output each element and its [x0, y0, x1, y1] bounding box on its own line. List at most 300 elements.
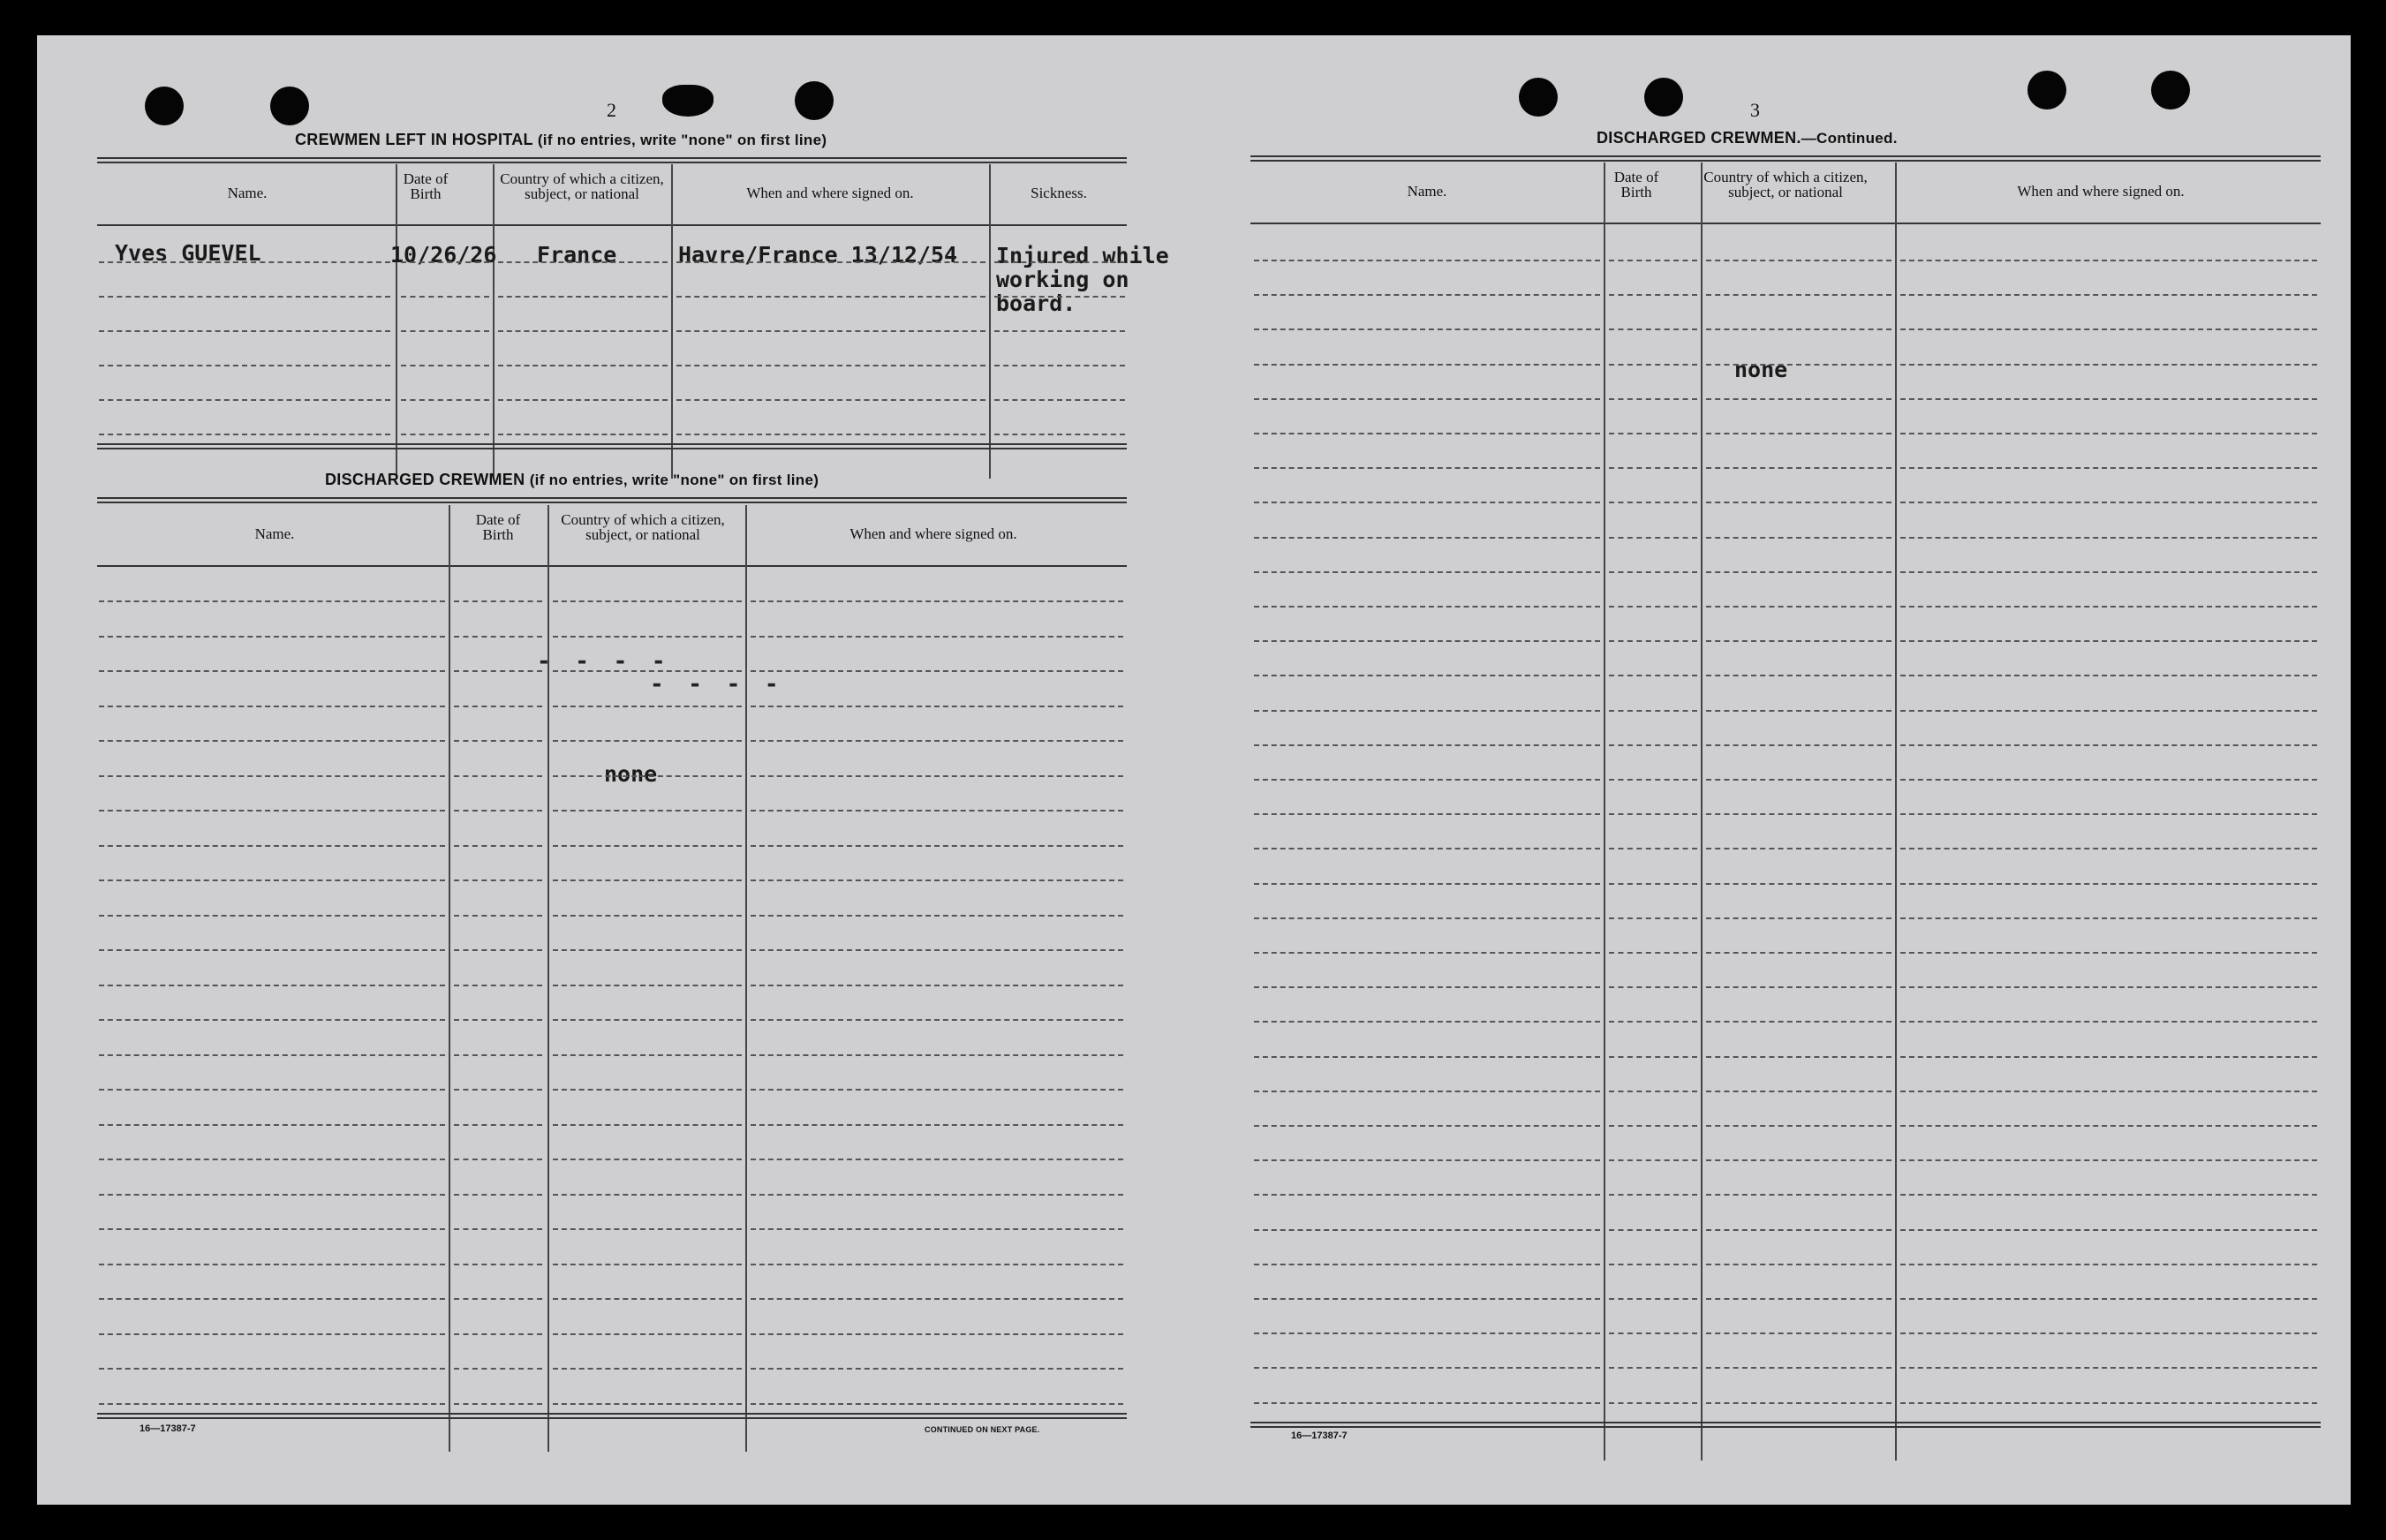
ruling-line: [751, 670, 1123, 672]
ruling-line: [1900, 1264, 2317, 1265]
ruling-line: [1706, 1091, 1891, 1092]
hospital-entry-signed: Havre/France 13/12/54: [678, 242, 958, 268]
ruling-line: [553, 949, 742, 951]
punch-hole: [662, 85, 714, 117]
ruling-line: [498, 434, 668, 435]
ruling-line: [1706, 640, 1891, 642]
ruling-line: [1706, 1367, 1891, 1369]
hospital-header-rule: [97, 224, 1127, 226]
ruling-line: [99, 261, 390, 263]
ruling-line: [401, 365, 489, 366]
ruling-line: [1254, 952, 1600, 954]
ruling-line: [498, 330, 668, 332]
ruling-line: [1609, 1402, 1697, 1404]
ruling-line: [454, 1368, 542, 1370]
ruling-line: [1254, 848, 1600, 849]
ruling-line: [1900, 1367, 2317, 1369]
hospital-divider: [396, 164, 397, 479]
ruling-line: [454, 1264, 542, 1265]
ruling-line: [553, 845, 742, 847]
ruling-line: [99, 1403, 445, 1405]
ruling-line: [751, 740, 1123, 742]
ruling-line: [1706, 883, 1891, 885]
ruling-line: [553, 600, 742, 602]
ruling-line: [1609, 260, 1697, 261]
ruling-line: [751, 949, 1123, 951]
ruling-line: [751, 1228, 1123, 1230]
ruling-line: [99, 296, 390, 298]
ruling-line: [1254, 1159, 1600, 1161]
ruling-line: [99, 636, 445, 638]
page-number-right: 3: [1750, 99, 1760, 121]
ruling-line: [1900, 744, 2317, 746]
ruling-line: [751, 845, 1123, 847]
ruling-line: [454, 1403, 542, 1405]
ruling-line: [99, 399, 390, 401]
ruling-line: [1900, 433, 2317, 434]
ruling-line: [1254, 1332, 1600, 1334]
discharged-col-signed: When and where signed on.: [849, 525, 1017, 542]
discharged-section-title: [325, 471, 819, 489]
ruling-line: [99, 1264, 445, 1265]
ruling-line: [1254, 294, 1600, 296]
ruling-line: [553, 879, 742, 881]
ruling-line: [1900, 813, 2317, 815]
ruling-line: [553, 636, 742, 638]
ruling-line: [1254, 398, 1600, 400]
ruling-line: [1609, 813, 1697, 815]
ruling-line: [1706, 294, 1891, 296]
ruling-line: [751, 706, 1123, 707]
ruling-line: [99, 845, 445, 847]
punch-hole: [145, 87, 184, 125]
hospital-col-signed: When and where signed on.: [746, 185, 914, 201]
ruling-line: [1900, 537, 2317, 539]
ruling-line: [454, 775, 542, 777]
ruling-line: [1900, 952, 2317, 954]
ruling-line: [553, 1089, 742, 1091]
ruling-line: [1706, 260, 1891, 261]
ruling-line: [401, 399, 489, 401]
ruling-line: [1706, 986, 1891, 988]
discharged-title-text: DISCHARGED CREWMEN: [325, 471, 525, 488]
ruling-line: [1706, 1332, 1891, 1334]
ruling-line: [1254, 606, 1600, 608]
ruling-line: [1609, 952, 1697, 954]
ruling-line: [553, 1194, 742, 1196]
ruling-line: [1609, 710, 1697, 712]
ruling-line: [751, 1368, 1123, 1370]
ruling-line: [751, 1264, 1123, 1265]
right-divider: [1701, 162, 1703, 1461]
ruling-line: [1254, 467, 1600, 469]
ruling-line: [751, 1124, 1123, 1126]
ruling-line: [751, 1089, 1123, 1091]
ruling-line: [1254, 1021, 1600, 1023]
page-number-left: 2: [607, 99, 616, 121]
ruling-line: [553, 915, 742, 917]
ruling-line: [1706, 1021, 1891, 1023]
ruling-line: [1254, 537, 1600, 539]
ruling-line: [1900, 606, 2317, 608]
ruling-line: [994, 261, 1125, 263]
ruling-line: [553, 1124, 742, 1126]
right-divider: [1604, 162, 1605, 1461]
ruling-line: [1706, 502, 1891, 503]
ruling-line: [553, 706, 742, 707]
ruling-line: [1609, 571, 1697, 573]
hospital-top-rule: [97, 157, 1127, 163]
ruling-line: [553, 985, 742, 986]
ruling-line: [1254, 260, 1600, 261]
ruling-line: [454, 879, 542, 881]
ruling-line: [99, 1298, 445, 1300]
ruling-line: [1900, 571, 2317, 573]
ruling-line: [1706, 1159, 1891, 1161]
ruling-line: [553, 1298, 742, 1300]
ruling-line: [498, 296, 668, 298]
ruling-line: [454, 949, 542, 951]
discharged-top-rule: [97, 497, 1127, 503]
ruling-line: [1706, 1056, 1891, 1058]
ruling-line: [99, 365, 390, 366]
hospital-entry-sickness: Injured while working on board.: [996, 243, 1169, 316]
ruling-line: [1609, 1021, 1697, 1023]
ruling-line: [1609, 1194, 1697, 1196]
ruling-line: [751, 915, 1123, 917]
ruling-line: [498, 261, 668, 263]
ruling-line: [1900, 467, 2317, 469]
ruling-line: [1609, 675, 1697, 676]
ruling-line: [1609, 1367, 1697, 1369]
ruling-line: [498, 399, 668, 401]
ruling-line: [454, 1333, 542, 1335]
ruling-line: [1609, 1298, 1697, 1300]
dash-mark: - - - -: [650, 671, 784, 698]
ruling-line: [1706, 571, 1891, 573]
ruling-line: [1706, 537, 1891, 539]
ruling-line: [1254, 1229, 1600, 1231]
ruling-line: [1254, 502, 1600, 503]
hospital-divider: [671, 164, 673, 479]
ruling-line: [751, 1019, 1123, 1021]
ruling-line: [1706, 1125, 1891, 1127]
ruling-line: [1254, 328, 1600, 330]
ruling-line: [99, 670, 445, 672]
ruling-line: [454, 670, 542, 672]
ruling-line: [553, 1368, 742, 1370]
ruling-line: [751, 1054, 1123, 1056]
hospital-entry-country: France: [537, 242, 617, 268]
discharged-continued-title: [1597, 129, 1898, 147]
ruling-line: [751, 1403, 1123, 1405]
right-col-name: Name.: [1407, 183, 1447, 200]
right-col-country: Country of which a citizen, subject, or national: [1703, 169, 1868, 200]
ruling-line: [1900, 1125, 2317, 1127]
ruling-line: [1609, 433, 1697, 434]
ruling-line: [1900, 364, 2317, 366]
ruling-line: [1900, 675, 2317, 676]
ruling-line: [1900, 779, 2317, 781]
ruling-line: [1609, 1264, 1697, 1265]
ruling-line: [1706, 1402, 1891, 1404]
hospital-divider: [989, 164, 991, 479]
ruling-line: [1609, 1159, 1697, 1161]
ruling-line: [99, 1333, 445, 1335]
ruling-line: [751, 600, 1123, 602]
ruling-line: [1900, 328, 2317, 330]
right-header-rule: [1250, 223, 2321, 224]
dash-mark: - - - -: [537, 648, 671, 675]
ruling-line: [454, 1194, 542, 1196]
ruling-line: [1900, 1194, 2317, 1196]
ruling-line: [1609, 744, 1697, 746]
ruling-line: [99, 985, 445, 986]
ruling-line: [1254, 640, 1600, 642]
ruling-line: [99, 915, 445, 917]
discharged-continued-suffix: —Continued.: [1801, 130, 1898, 147]
hospital-title-instruction: (if no entries, write "none" on first line): [537, 132, 827, 148]
ruling-line: [99, 740, 445, 742]
ruling-line: [676, 261, 985, 263]
ruling-line: [454, 1054, 542, 1056]
ruling-line: [1900, 917, 2317, 919]
ruling-line: [1609, 364, 1697, 366]
discharged-divider: [449, 505, 450, 1452]
ruling-line: [1609, 1056, 1697, 1058]
ruling-line: [1254, 1194, 1600, 1196]
punch-hole: [795, 81, 834, 120]
discharged-title-instruction: (if no entries, write "none" on first line): [529, 472, 819, 488]
ruling-line: [1609, 537, 1697, 539]
ruling-line: [454, 810, 542, 812]
discharged-entry: none: [604, 761, 658, 787]
ruling-line: [1254, 779, 1600, 781]
ruling-line: [1254, 1298, 1600, 1300]
ruling-line: [553, 1019, 742, 1021]
ruling-line: [1609, 1229, 1697, 1231]
hospital-title-text: CREWMEN LEFT IN HOSPITAL: [295, 131, 533, 148]
ruling-line: [1900, 710, 2317, 712]
discharged-col-country: Country of which a citizen, subject, or national: [561, 511, 725, 543]
hospital-col-sickness: Sickness.: [1031, 185, 1087, 201]
ruling-line: [751, 775, 1123, 777]
ruling-line: [1900, 294, 2317, 296]
ruling-line: [1706, 917, 1891, 919]
ruling-line: [1900, 1402, 2317, 1404]
ruling-line: [1609, 398, 1697, 400]
punch-hole: [270, 87, 309, 125]
ruling-line: [99, 1194, 445, 1196]
ruling-line: [1609, 606, 1697, 608]
ruling-line: [401, 434, 489, 435]
ruling-line: [454, 845, 542, 847]
ruling-line: [1706, 848, 1891, 849]
ruling-line: [1706, 1229, 1891, 1231]
ruling-line: [1254, 986, 1600, 988]
ruling-line: [553, 1054, 742, 1056]
ruling-line: [1254, 675, 1600, 676]
ruling-line: [994, 365, 1125, 366]
ruling-line: [1900, 1229, 2317, 1231]
ruling-line: [454, 740, 542, 742]
ruling-line: [99, 949, 445, 951]
hospital-col-name: Name.: [227, 185, 268, 201]
ruling-line: [994, 296, 1125, 298]
ruling-line: [1900, 986, 2317, 988]
discharged-continued-title-text: DISCHARGED CREWMEN.: [1597, 129, 1801, 147]
ruling-line: [1900, 848, 2317, 849]
punch-hole: [2151, 71, 2190, 109]
ruling-line: [751, 1159, 1123, 1160]
hospital-col-country: Country of which a citizen, subject, or national: [500, 170, 664, 202]
ruling-line: [553, 1159, 742, 1160]
ruling-line: [1254, 917, 1600, 919]
discharged-divider: [745, 505, 747, 1452]
ruling-line: [1254, 1125, 1600, 1127]
ruling-line: [1254, 883, 1600, 885]
ruling-line: [99, 1054, 445, 1056]
ruling-line: [99, 810, 445, 812]
ruling-line: [676, 365, 985, 366]
ruling-line: [401, 330, 489, 332]
hospital-entry-dob: 10/26/26: [390, 242, 497, 268]
discharged-col-name: Name.: [254, 525, 295, 542]
hospital-divider: [493, 164, 495, 479]
form-number-left: 16—17387-7: [140, 1423, 196, 1434]
ruling-line: [553, 1264, 742, 1265]
ruling-line: [751, 1298, 1123, 1300]
ruling-line: [1706, 398, 1891, 400]
ruling-line: [1706, 779, 1891, 781]
ruling-line: [99, 706, 445, 707]
ruling-line: [1900, 1021, 2317, 1023]
ruling-line: [99, 1228, 445, 1230]
discharged-bottom-rule: [97, 1413, 1127, 1419]
ruling-line: [99, 600, 445, 602]
ruling-line: [1706, 1194, 1891, 1196]
ruling-line: [1254, 1264, 1600, 1265]
ruling-line: [401, 296, 489, 298]
discharged-divider: [547, 505, 549, 1452]
ruling-line: [553, 1403, 742, 1405]
ruling-line: [1254, 1056, 1600, 1058]
ruling-line: [1609, 328, 1697, 330]
ruling-line: [1900, 502, 2317, 503]
ruling-line: [454, 600, 542, 602]
ruling-line: [1254, 571, 1600, 573]
ruling-line: [1609, 883, 1697, 885]
ruling-line: [553, 775, 742, 777]
ruling-line: [454, 1019, 542, 1021]
right-divider: [1895, 162, 1897, 1461]
ruling-line: [1706, 606, 1891, 608]
ruling-line: [454, 915, 542, 917]
ruling-line: [1254, 433, 1600, 434]
ruling-line: [498, 365, 668, 366]
ruling-line: [99, 1089, 445, 1091]
ruling-line: [553, 810, 742, 812]
ruling-line: [1609, 294, 1697, 296]
ruling-line: [751, 879, 1123, 881]
ruling-line: [401, 261, 489, 263]
ruling-line: [454, 1089, 542, 1091]
ruling-line: [553, 740, 742, 742]
discharged-header-rule: [97, 565, 1127, 567]
ruling-line: [1706, 813, 1891, 815]
hospital-entry-name: Yves GUEVEL: [115, 240, 261, 266]
ruling-line: [1900, 883, 2317, 885]
ruling-line: [1706, 1298, 1891, 1300]
ruling-line: [1609, 986, 1697, 988]
ruling-line: [751, 810, 1123, 812]
ruling-line: [553, 670, 742, 672]
ruling-line: [1609, 467, 1697, 469]
ruling-line: [994, 330, 1125, 332]
ruling-line: [1609, 1332, 1697, 1334]
ruling-line: [1706, 328, 1891, 330]
ruling-line: [1706, 1264, 1891, 1265]
ruling-line: [553, 1333, 742, 1335]
ruling-line: [1900, 1332, 2317, 1334]
ruling-line: [1706, 467, 1891, 469]
ruling-line: [99, 330, 390, 332]
ruling-line: [1254, 744, 1600, 746]
ruling-line: [1254, 1091, 1600, 1092]
ruling-line: [1609, 640, 1697, 642]
punch-hole: [2027, 71, 2066, 109]
ruling-line: [751, 985, 1123, 986]
ruling-line: [99, 434, 390, 435]
ruling-line: [1706, 364, 1891, 366]
ruling-line: [454, 1298, 542, 1300]
ruling-line: [1609, 917, 1697, 919]
ruling-line: [1900, 1159, 2317, 1161]
ruling-line: [1609, 1125, 1697, 1127]
continued-note: CONTINUED ON NEXT PAGE.: [925, 1425, 1040, 1434]
manifest-sheet: [37, 35, 2351, 1505]
ruling-line: [1706, 744, 1891, 746]
ruling-line: [1254, 1402, 1600, 1404]
punch-hole: [1519, 78, 1558, 117]
ruling-line: [1609, 848, 1697, 849]
form-number-right: 16—17387-7: [1291, 1431, 1348, 1441]
ruling-line: [99, 1124, 445, 1126]
ruling-line: [99, 1159, 445, 1160]
discharged-col-dob: Date of Birth: [475, 511, 521, 543]
ruling-line: [1254, 813, 1600, 815]
ruling-line: [454, 706, 542, 707]
ruling-line: [454, 1159, 542, 1160]
ruling-line: [1706, 710, 1891, 712]
ruling-line: [1254, 710, 1600, 712]
ruling-line: [751, 1194, 1123, 1196]
ruling-line: [99, 1019, 445, 1021]
hospital-col-dob: Date of Birth: [403, 170, 449, 202]
ruling-line: [1706, 675, 1891, 676]
ruling-line: [1900, 1091, 2317, 1092]
ruling-line: [454, 985, 542, 986]
right-top-rule: [1250, 155, 2321, 162]
ruling-line: [1609, 1091, 1697, 1092]
ruling-line: [454, 636, 542, 638]
ruling-line: [994, 399, 1125, 401]
hospital-bottom-rule: [97, 443, 1127, 449]
ruling-line: [454, 1124, 542, 1126]
ruling-line: [751, 636, 1123, 638]
hospital-section-title: [295, 131, 827, 149]
ruling-line: [1609, 779, 1697, 781]
